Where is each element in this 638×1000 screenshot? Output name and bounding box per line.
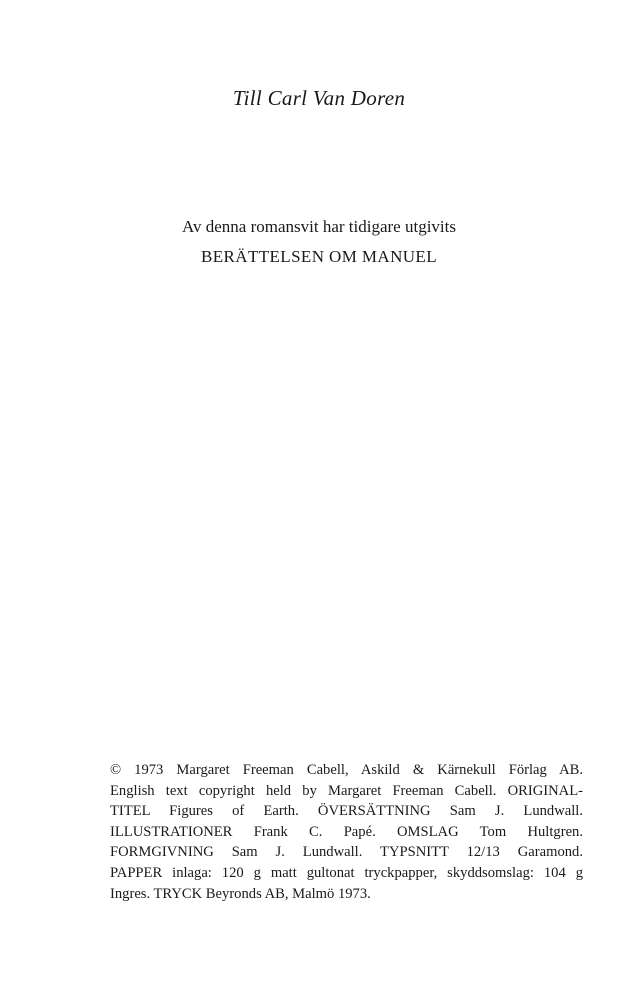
colophon-line: PAPPER inlaga: 120 g matt gultonat tryckpapper, skyddsomslag: 104 g [110,864,583,881]
colophon [110,760,583,904]
dedication: Till Carl Van Doren [232,86,406,110]
colophon-line: FORMGIVNING Sam J. Lundwall. TYPSNITT 12/13 Garamond. [110,844,583,861]
prior-works-title: BERÄTTELSEN OM MANUEL [201,247,437,266]
prior-works-intro: Av denna romansvit har tidigare utgivits [182,217,456,236]
colophon-line: Ingres. TRYCK Beyronds AB, Malmö 1973. [110,885,371,902]
colophon-line: English text copyright held by Margaret Freeman Cabell. ORIGINAL- [110,782,583,799]
prior-works-notice [0,212,638,272]
colophon-line: ILLUSTRATIONER Frank C. Papé. OMSLAG Tom Hultgren. [110,823,583,840]
colophon-line: © 1973 Margaret Freeman Cabell, Askild & Kärnekull Förlag AB. [110,762,583,778]
colophon-line: TITEL Figures of Earth. ÖVERSÄTTNING Sam J. Lundwall. [110,803,583,820]
